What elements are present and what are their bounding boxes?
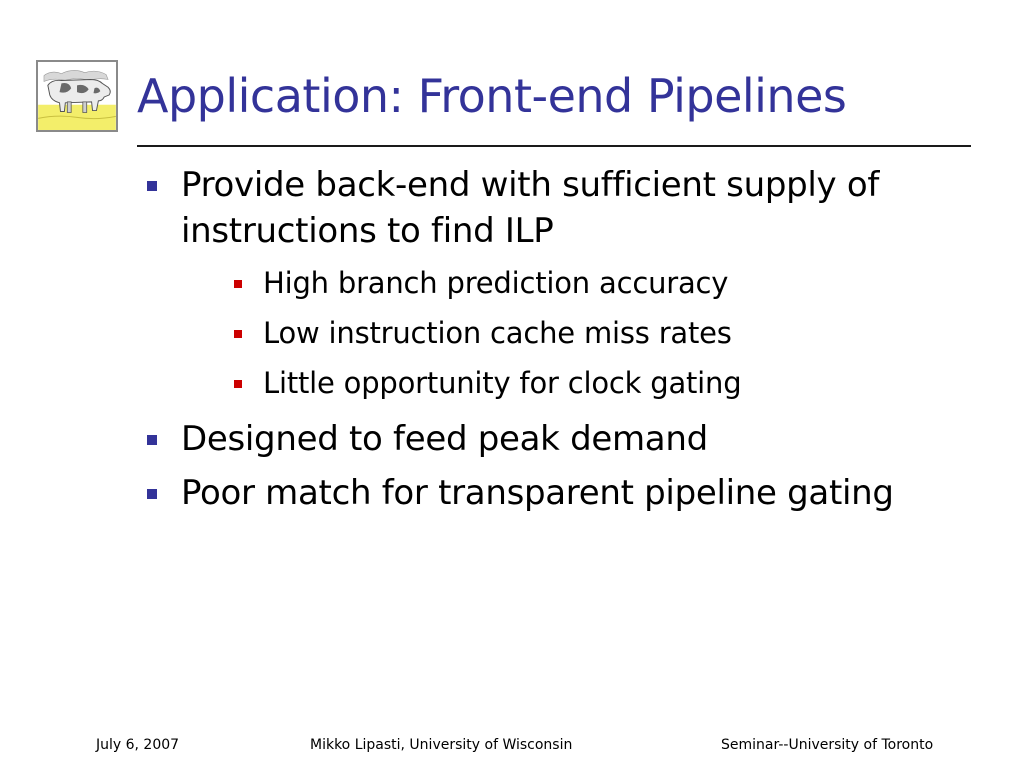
- sub-bullet-text: High branch prediction accuracy: [263, 266, 729, 300]
- square-bullet-icon: [234, 380, 242, 388]
- sub-bullet-item: [218, 258, 974, 308]
- sub-bullet-list: [181, 258, 974, 408]
- footer-author: Mikko Lipasti, University of Wisconsin: [310, 737, 573, 753]
- square-bullet-icon: [147, 435, 157, 445]
- square-bullet-icon: [234, 330, 242, 338]
- slide-title: Application: Front-end Pipelines: [137, 69, 847, 123]
- bullet-item: [144, 162, 974, 408]
- sub-bullet-text: Little opportunity for clock gating: [263, 366, 742, 400]
- bullet-item: [144, 470, 974, 516]
- square-bullet-icon: [147, 181, 157, 191]
- footer-event: Seminar--University of Toronto: [721, 737, 934, 753]
- bullet-text: Provide back-end with sufficient supply of instructions to find ILP: [181, 165, 880, 251]
- sub-bullet-item: [218, 308, 974, 358]
- bullet-text: Designed to feed peak demand: [181, 419, 708, 459]
- sub-bullet-text: Low instruction cache miss rates: [263, 316, 732, 350]
- square-bullet-icon: [147, 489, 157, 499]
- bullet-text: Poor match for transparent pipeline gating: [181, 473, 894, 513]
- bullet-item: [144, 416, 974, 462]
- cow-logo-icon: [36, 60, 118, 132]
- square-bullet-icon: [234, 280, 242, 288]
- sub-bullet-item: [218, 358, 974, 408]
- footer-date: July 6, 2007: [96, 737, 180, 753]
- title-underline: [137, 145, 971, 147]
- bullet-list: [144, 162, 974, 524]
